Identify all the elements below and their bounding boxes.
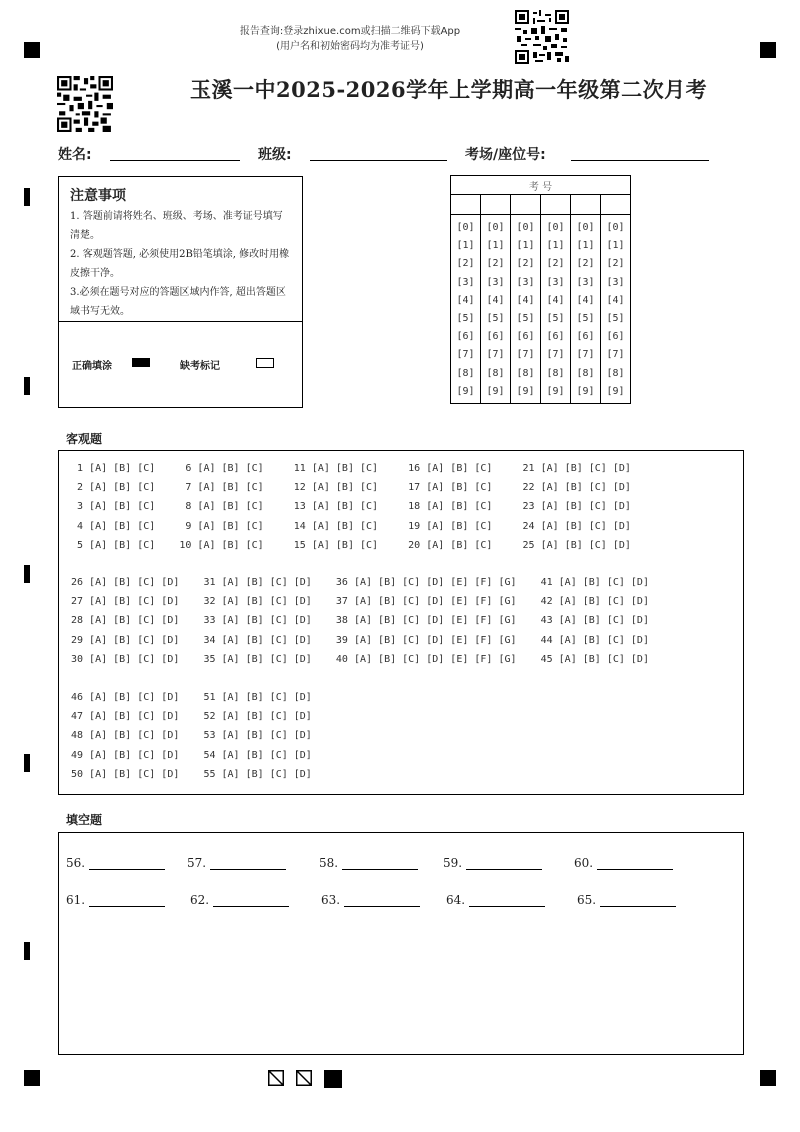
exam-digit-bubble[interactable]: [8]	[516, 367, 535, 379]
fill-in-question-number: 58.	[319, 856, 339, 870]
objective-answer-row[interactable]: 50 [A] [B] [C] [D] 55 [A] [B] [C] [D]	[71, 768, 312, 780]
fill-in-answer-item[interactable]	[321, 893, 420, 907]
timing-mark	[24, 377, 30, 395]
seat-label: 考场/座位号:	[465, 147, 546, 163]
fill-in-question-number: 56.	[66, 856, 86, 870]
fill-in-answer-item[interactable]	[574, 856, 673, 870]
fill-in-answer-line[interactable]	[213, 894, 289, 907]
exam-digit-bubble[interactable]: [6]	[456, 331, 475, 343]
objective-answer-box	[58, 450, 744, 795]
fill-in-answer-item[interactable]	[577, 893, 676, 907]
exam-digit-bubble[interactable]: [4]	[576, 294, 595, 306]
exam-number-input-cell[interactable]	[481, 195, 511, 215]
exam-number-digit-column[interactable]	[511, 215, 541, 404]
exam-digit-bubble[interactable]: [1]	[486, 240, 505, 252]
exam-digit-bubble[interactable]: [1]	[546, 240, 565, 252]
notes-box	[58, 176, 303, 408]
fill-in-answer-line[interactable]	[89, 894, 165, 907]
page-title: 玉溪一中2025-2026学年上学期高一年级第二次月考	[190, 77, 708, 102]
exam-digit-bubble[interactable]: [8]	[456, 367, 475, 379]
notes-text: 1. 答题前请将姓名、班级、考场、准考证号填写清楚。 2. 客观题答题, 必须使用2B铅笔填涂, 修改时用橡皮擦干净。 3.必须在题号对应的答题区域内作答, 超出答题区域书写无效。	[70, 211, 290, 317]
corner-mark-bottom-left	[24, 1070, 40, 1086]
exam-digit-bubble[interactable]: [6]	[546, 331, 565, 343]
exam-digit-bubble[interactable]: [9]	[606, 385, 625, 397]
exam-digit-bubble[interactable]: [5]	[576, 312, 595, 324]
solid-mark	[324, 1070, 342, 1088]
fill-in-answer-item[interactable]	[66, 856, 165, 870]
corner-mark-top-left	[24, 42, 40, 58]
exam-digit-bubble[interactable]: [2]	[546, 258, 565, 270]
hatched-mark-icon	[268, 1070, 284, 1086]
fill-in-answer-line[interactable]	[600, 894, 676, 907]
exam-digit-bubble[interactable]: [6]	[486, 331, 505, 343]
corner-mark-bottom-right	[760, 1070, 776, 1086]
exam-digit-bubble[interactable]: [3]	[516, 276, 535, 288]
exam-digit-bubble[interactable]: [9]	[456, 385, 475, 397]
exam-digit-bubble[interactable]: [1]	[576, 240, 595, 252]
absent-label: 缺考标记	[180, 361, 220, 372]
objective-answer-row[interactable]: 48 [A] [B] [C] [D] 53 [A] [B] [C] [D]	[71, 730, 312, 742]
fill-in-answer-line[interactable]	[89, 857, 165, 870]
exam-number-digit-column[interactable]	[481, 215, 511, 404]
exam-digit-bubble[interactable]: [2]	[486, 258, 505, 270]
exam-number-digit-column[interactable]	[601, 215, 631, 404]
exam-digit-bubble[interactable]: [2]	[456, 258, 475, 270]
exam-digit-bubble[interactable]: [4]	[456, 294, 475, 306]
exam-digit-bubble[interactable]: [7]	[486, 349, 505, 361]
fill-in-question-number: 57.	[187, 856, 207, 870]
exam-digit-bubble[interactable]: [3]	[456, 276, 475, 288]
objective-section-label: 客观题	[66, 432, 103, 446]
name-field[interactable]	[110, 160, 240, 161]
exam-number-input-cell[interactable]	[451, 195, 481, 215]
exam-digit-bubble[interactable]: [7]	[606, 349, 625, 361]
notes-title: 注意事项	[70, 188, 126, 204]
fill-in-answer-line[interactable]	[210, 857, 286, 870]
correct-fill-sample	[132, 358, 150, 367]
objective-answer-row[interactable]: 5 [A] [B] [C] 10 [A] [B] [C] 15 [A] [B] [C] 20 [A] [B] [C] 25 [A] [B] [C] [D]	[71, 539, 631, 551]
exam-digit-bubble[interactable]: [2]	[606, 258, 625, 270]
exam-digit-bubble[interactable]: [5]	[546, 312, 565, 324]
exam-digit-bubble[interactable]: [6]	[606, 331, 625, 343]
exam-digit-bubble[interactable]: [6]	[516, 331, 535, 343]
sheet-qr-code-icon	[57, 76, 113, 132]
fill-in-answer-item[interactable]	[443, 856, 542, 870]
exam-number-input-cell[interactable]	[571, 195, 601, 215]
exam-digit-bubble[interactable]: [1]	[606, 240, 625, 252]
exam-digit-bubble[interactable]: [9]	[486, 385, 505, 397]
timing-mark	[24, 565, 30, 583]
exam-digit-bubble[interactable]: [2]	[516, 258, 535, 270]
exam-digit-bubble[interactable]: [0]	[486, 222, 505, 233]
fill-in-answer-item[interactable]	[66, 893, 165, 907]
objective-answer-row[interactable]: 28 [A] [B] [C] [D] 33 [A] [B] [C] [D] 38 [A] [B] [C] [D] [E] [F] [G] 43 [A] [B] [C] [D]	[71, 615, 649, 627]
exam-digit-bubble[interactable]: [9]	[516, 385, 535, 397]
absent-checkbox[interactable]	[256, 358, 274, 368]
exam-digit-bubble[interactable]: [0]	[546, 222, 565, 233]
hatched-mark-icon	[296, 1070, 312, 1086]
seat-field[interactable]	[571, 160, 709, 161]
correct-fill-label: 正确填涂	[72, 361, 112, 372]
exam-digit-bubble[interactable]: [3]	[576, 276, 595, 288]
exam-digit-bubble[interactable]: [8]	[576, 367, 595, 379]
exam-number-input-cell[interactable]	[511, 195, 541, 215]
exam-number-digit-column[interactable]	[451, 215, 481, 404]
objective-answer-row[interactable]: 49 [A] [B] [C] [D] 54 [A] [B] [C] [D]	[71, 749, 312, 761]
fill-in-question-number: 60.	[574, 856, 594, 870]
fill-in-question-number: 65.	[577, 893, 597, 907]
app-qr-code-icon[interactable]	[515, 10, 569, 64]
fill-in-question-number: 61.	[66, 893, 86, 907]
exam-number-input-cell[interactable]	[541, 195, 571, 215]
exam-number-label: 考 号	[451, 176, 631, 195]
exam-number-digit-column[interactable]	[541, 215, 571, 404]
objective-answer-row[interactable]: 26 [A] [B] [C] [D] 31 [A] [B] [C] [D] 36 [A] [B] [C] [D] [E] [F] [G] 41 [A] [B] [C] [D]	[71, 577, 649, 588]
exam-digit-bubble[interactable]: [7]	[456, 349, 475, 361]
objective-answer-row[interactable]: 27 [A] [B] [C] [D] 32 [A] [B] [C] [D] 37 [A] [B] [C] [D] [E] [F] [G] 42 [A] [B] [C] [D]	[71, 596, 649, 608]
exam-digit-bubble[interactable]: [1]	[456, 240, 475, 252]
objective-answer-row[interactable]: 1 [A] [B] [C] 6 [A] [B] [C] 11 [A] [B] [C] 16 [A] [B] [C] 21 [A] [B] [C] [D]	[71, 463, 631, 474]
exam-digit-bubble[interactable]: [2]	[576, 258, 595, 270]
exam-digit-bubble[interactable]: [5]	[516, 312, 535, 324]
exam-digit-bubble[interactable]: [8]	[486, 367, 505, 379]
objective-answer-row[interactable]: 46 [A] [B] [C] [D] 51 [A] [B] [C] [D]	[71, 692, 312, 703]
timing-mark	[24, 188, 30, 206]
objective-answer-row[interactable]: 47 [A] [B] [C] [D] 52 [A] [B] [C] [D]	[71, 711, 312, 723]
objective-answer-row[interactable]: 3 [A] [B] [C] 8 [A] [B] [C] 13 [A] [B] [C] 18 [A] [B] [C] 23 [A] [B] [C] [D]	[71, 501, 631, 513]
exam-digit-bubble[interactable]: [9]	[546, 385, 565, 397]
fill-in-answer-line[interactable]	[344, 894, 420, 907]
fill-in-question-number: 63.	[321, 893, 341, 907]
exam-digit-bubble[interactable]: [0]	[456, 222, 475, 233]
fill-in-question-number: 59.	[443, 856, 463, 870]
exam-digit-bubble[interactable]: [4]	[516, 294, 535, 306]
objective-answer-row[interactable]: 30 [A] [B] [C] [D] 35 [A] [B] [C] [D] 40 [A] [B] [C] [D] [E] [F] [G] 45 [A] [B] [C] [D]	[71, 653, 649, 665]
timing-mark	[24, 942, 30, 960]
exam-digit-bubble[interactable]: [4]	[546, 294, 565, 306]
exam-digit-bubble[interactable]: [6]	[576, 331, 595, 343]
exam-number-grid	[450, 175, 631, 404]
exam-number-digit-column[interactable]	[571, 215, 601, 404]
exam-digit-bubble[interactable]: [0]	[576, 222, 595, 233]
fill-in-answer-item[interactable]	[187, 856, 286, 870]
fill-in-answer-line[interactable]	[469, 894, 545, 907]
fill-in-answer-line[interactable]	[466, 857, 542, 870]
corner-mark-top-right	[760, 42, 776, 58]
exam-digit-bubble[interactable]: [9]	[576, 385, 595, 397]
exam-digit-bubble[interactable]: [5]	[456, 312, 475, 324]
fill-in-question-number: 62.	[190, 893, 210, 907]
fill-in-answer-line[interactable]	[597, 857, 673, 870]
exam-digit-bubble[interactable]: [0]	[606, 222, 625, 233]
exam-digit-bubble[interactable]: [0]	[516, 222, 535, 233]
class-field[interactable]	[310, 160, 447, 161]
exam-digit-bubble[interactable]: [7]	[516, 349, 535, 361]
report-query-note	[200, 24, 500, 54]
exam-digit-bubble[interactable]: [4]	[606, 294, 625, 306]
notes-divider	[59, 321, 302, 322]
exam-digit-bubble[interactable]: [7]	[576, 349, 595, 361]
class-label: 班级:	[258, 147, 292, 163]
exam-digit-bubble[interactable]: [5]	[486, 312, 505, 324]
exam-number-input-cell[interactable]	[601, 195, 631, 215]
objective-answer-row[interactable]: 2 [A] [B] [C] 7 [A] [B] [C] 12 [A] [B] [C] 17 [A] [B] [C] 22 [A] [B] [C] [D]	[71, 482, 631, 494]
report-line-2: (用户名和初始密码均为准考证号)	[276, 41, 424, 52]
objective-answer-row[interactable]: 4 [A] [B] [C] 9 [A] [B] [C] 14 [A] [B] [C] 19 [A] [B] [C] 24 [A] [B] [C] [D]	[71, 520, 631, 532]
report-line-1: 报告查询:登录zhixue.com或扫描二维码下载App	[239, 26, 461, 37]
fill-in-answer-item[interactable]	[190, 893, 289, 907]
fill-in-answer-box	[58, 832, 744, 1055]
exam-digit-bubble[interactable]: [8]	[546, 367, 565, 379]
exam-digit-bubble[interactable]: [1]	[516, 240, 535, 252]
name-label: 姓名:	[58, 147, 92, 163]
exam-digit-bubble[interactable]: [3]	[606, 276, 625, 288]
objective-answer-row[interactable]: 29 [A] [B] [C] [D] 34 [A] [B] [C] [D] 39 [A] [B] [C] [D] [E] [F] [G] 44 [A] [B] [C] [D]	[71, 634, 649, 646]
fill-in-answer-item[interactable]	[319, 856, 418, 870]
fill-in-answer-item[interactable]	[446, 893, 545, 907]
exam-digit-bubble[interactable]: [3]	[546, 276, 565, 288]
exam-digit-bubble[interactable]: [4]	[486, 294, 505, 306]
exam-digit-bubble[interactable]: [3]	[486, 276, 505, 288]
timing-mark	[24, 754, 30, 772]
exam-digit-bubble[interactable]: [7]	[546, 349, 565, 361]
exam-digit-bubble[interactable]: [8]	[606, 367, 625, 379]
exam-digit-bubble[interactable]: [5]	[606, 312, 625, 324]
fill-in-answer-line[interactable]	[342, 857, 418, 870]
fill-in-question-number: 64.	[446, 893, 466, 907]
fill-in-section-label: 填空题	[66, 813, 103, 827]
